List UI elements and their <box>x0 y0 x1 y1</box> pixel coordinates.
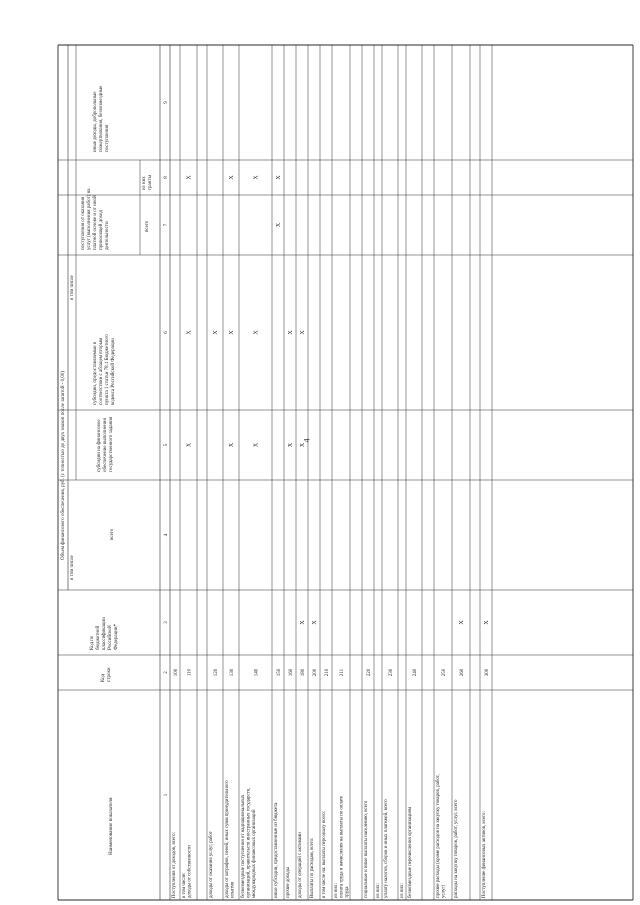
col-subsidy-state-header: государственного задания <box>109 416 114 472</box>
row-code: 210 <box>325 668 330 677</box>
row-code: 230 <box>389 668 394 677</box>
col-budget-code-header: Код по <box>90 635 95 650</box>
col-income-paid-header: поступления от оказания <box>81 196 86 250</box>
row-label: расходы на закупку товаров, работ, услуг, всего <box>454 799 459 898</box>
row-label: Поступление финансовых активов, всего: <box>482 811 487 898</box>
col-number: 9 <box>164 101 169 104</box>
col-name-header: Наименование показателя <box>108 797 114 855</box>
col-number: 6 <box>164 331 169 334</box>
row-code: 130 <box>230 668 235 677</box>
row-label: доходы от оказания услуг, работ <box>209 831 214 898</box>
row-label: прочие расходы (кроме расходов на закупку товаров, работ, <box>436 774 441 898</box>
col-budget-code-header: Федерации* <box>114 623 119 650</box>
row-code: 220 <box>367 668 372 677</box>
row-code: 160 <box>289 668 294 677</box>
header-including-2: в том числе <box>70 555 75 580</box>
col-income-paid-header: платной основе и от иной <box>93 195 98 250</box>
row-label: в том числе на: выплаты персоналу всего: <box>322 810 327 898</box>
row-label: труда <box>345 886 351 898</box>
col-code-header: строки <box>107 667 112 682</box>
row-label: международных финансовых организаций <box>252 809 258 898</box>
x-mark: X <box>186 330 193 335</box>
x-mark: X <box>229 175 235 180</box>
row-code: 211 <box>340 668 345 677</box>
row-code: 240 <box>413 668 418 677</box>
x-mark: X <box>253 442 260 448</box>
col-other-header: иные доходы, добровольные <box>93 91 98 152</box>
row-label: услуг) <box>441 884 447 898</box>
x-mark: X <box>229 330 235 335</box>
col-income-paid-header: приносящей доход <box>99 210 104 250</box>
row-code: 100 <box>174 668 179 677</box>
row-label: доходы от штрафов, пеней, иных сумм принудительного <box>225 780 230 898</box>
col-code-header: Код <box>101 674 106 682</box>
x-mark: X <box>229 442 235 448</box>
col-total-header: всего <box>110 528 115 540</box>
page-number: 4 <box>302 438 312 443</box>
col-budget-code-header: Российской <box>108 625 113 650</box>
row-label: организаций, правительств иностранных государств, <box>246 787 252 898</box>
x-mark: X <box>300 442 306 448</box>
row-label: из них: <box>334 883 339 898</box>
col-number: 8 <box>164 176 169 179</box>
row-code: 150 <box>277 668 282 677</box>
col-subsidy-other-header: пункта 1 статьи 78.1 Бюджетного <box>105 334 110 405</box>
header-top: Объем финансового обеспечения, руб. (с точностью до двух знаков после запятой - 0,00) <box>61 370 66 560</box>
row-label: безвозмездные перечисления организациям <box>408 807 413 898</box>
col-subsidy-other-header: кодекса Российской Федерации <box>111 338 116 405</box>
x-mark: X <box>484 620 490 625</box>
row-label: уплату налогов, сборов и иных платежей, всего <box>384 799 389 898</box>
row-label: доходы от собственности <box>187 845 193 898</box>
row-label: из них: <box>400 883 405 898</box>
col-income-paid-header: услуг (выполнения работ) на <box>87 188 92 250</box>
row-code: 260 <box>460 668 465 677</box>
x-mark: X <box>253 175 260 180</box>
col-budget-code-header: бюджетной <box>96 625 101 650</box>
col-other-header: поступления <box>105 124 110 152</box>
row-label: Поступления от доходов, всего: <box>172 832 177 898</box>
col-number: 4 <box>164 533 169 537</box>
row-code: 140 <box>254 668 260 677</box>
col-number: 2 <box>164 671 169 674</box>
row-code: 200 <box>313 668 318 677</box>
x-mark: X <box>312 620 318 625</box>
col-subsidy-state-header: обеспечение выполнения <box>103 418 108 472</box>
col-number: 1 <box>164 793 169 797</box>
col-number: 5 <box>164 443 169 447</box>
x-mark: X <box>253 330 260 335</box>
x-mark: X <box>300 620 306 625</box>
row-label: иные субсидии, предоставленные из бюджета <box>274 802 279 898</box>
row-label: оплата труда и начисления на выплаты по оплате <box>339 795 345 898</box>
x-mark: X <box>288 330 294 335</box>
row-label: из них: <box>376 883 381 898</box>
row-label: прочие доходы <box>286 867 291 898</box>
row-label: в том числе: <box>182 872 187 898</box>
col-income-total-header: всего <box>145 220 150 232</box>
col-grants-header: из них <box>142 176 147 190</box>
row-label: изъятия <box>230 881 236 898</box>
row-label: доходы от операций с активами <box>298 832 303 898</box>
col-subsidy-other-header: субсидии, предоставляемые в <box>93 341 98 405</box>
row-label: социальные и иные выплаты населению, всего <box>364 800 369 898</box>
x-mark: X <box>300 330 306 335</box>
row-code: 120 <box>214 668 219 677</box>
row-code: 180 <box>301 668 306 677</box>
col-number: 7 <box>164 223 169 227</box>
x-mark: X <box>276 175 282 180</box>
x-mark: X <box>186 175 193 180</box>
col-subsidy-state-header: субсидии на финансовое <box>97 419 102 472</box>
row-code: 250 <box>442 668 447 677</box>
x-mark: X <box>186 442 193 448</box>
row-code: 300 <box>485 668 490 677</box>
col-income-paid-header: деятельности <box>105 221 110 250</box>
row-label: Выплаты по расходам, всего: <box>310 837 315 898</box>
col-other-header: пожертвования, безвозмездные <box>99 85 104 152</box>
x-mark: X <box>276 222 282 228</box>
col-subsidy-other-header: соответствии с абзацем вторым <box>99 337 104 405</box>
col-number: 3 <box>164 621 169 624</box>
header-including: в том числе <box>70 275 75 300</box>
col-budget-code-header: классификации <box>102 617 107 650</box>
row-code: 110 <box>187 668 193 677</box>
x-mark: X <box>213 330 219 335</box>
row-label: безвозмездные поступления от наднациональных <box>241 794 246 898</box>
col-grants-header: гранты <box>148 175 153 190</box>
x-mark: X <box>459 620 465 625</box>
x-mark: X <box>288 442 294 448</box>
